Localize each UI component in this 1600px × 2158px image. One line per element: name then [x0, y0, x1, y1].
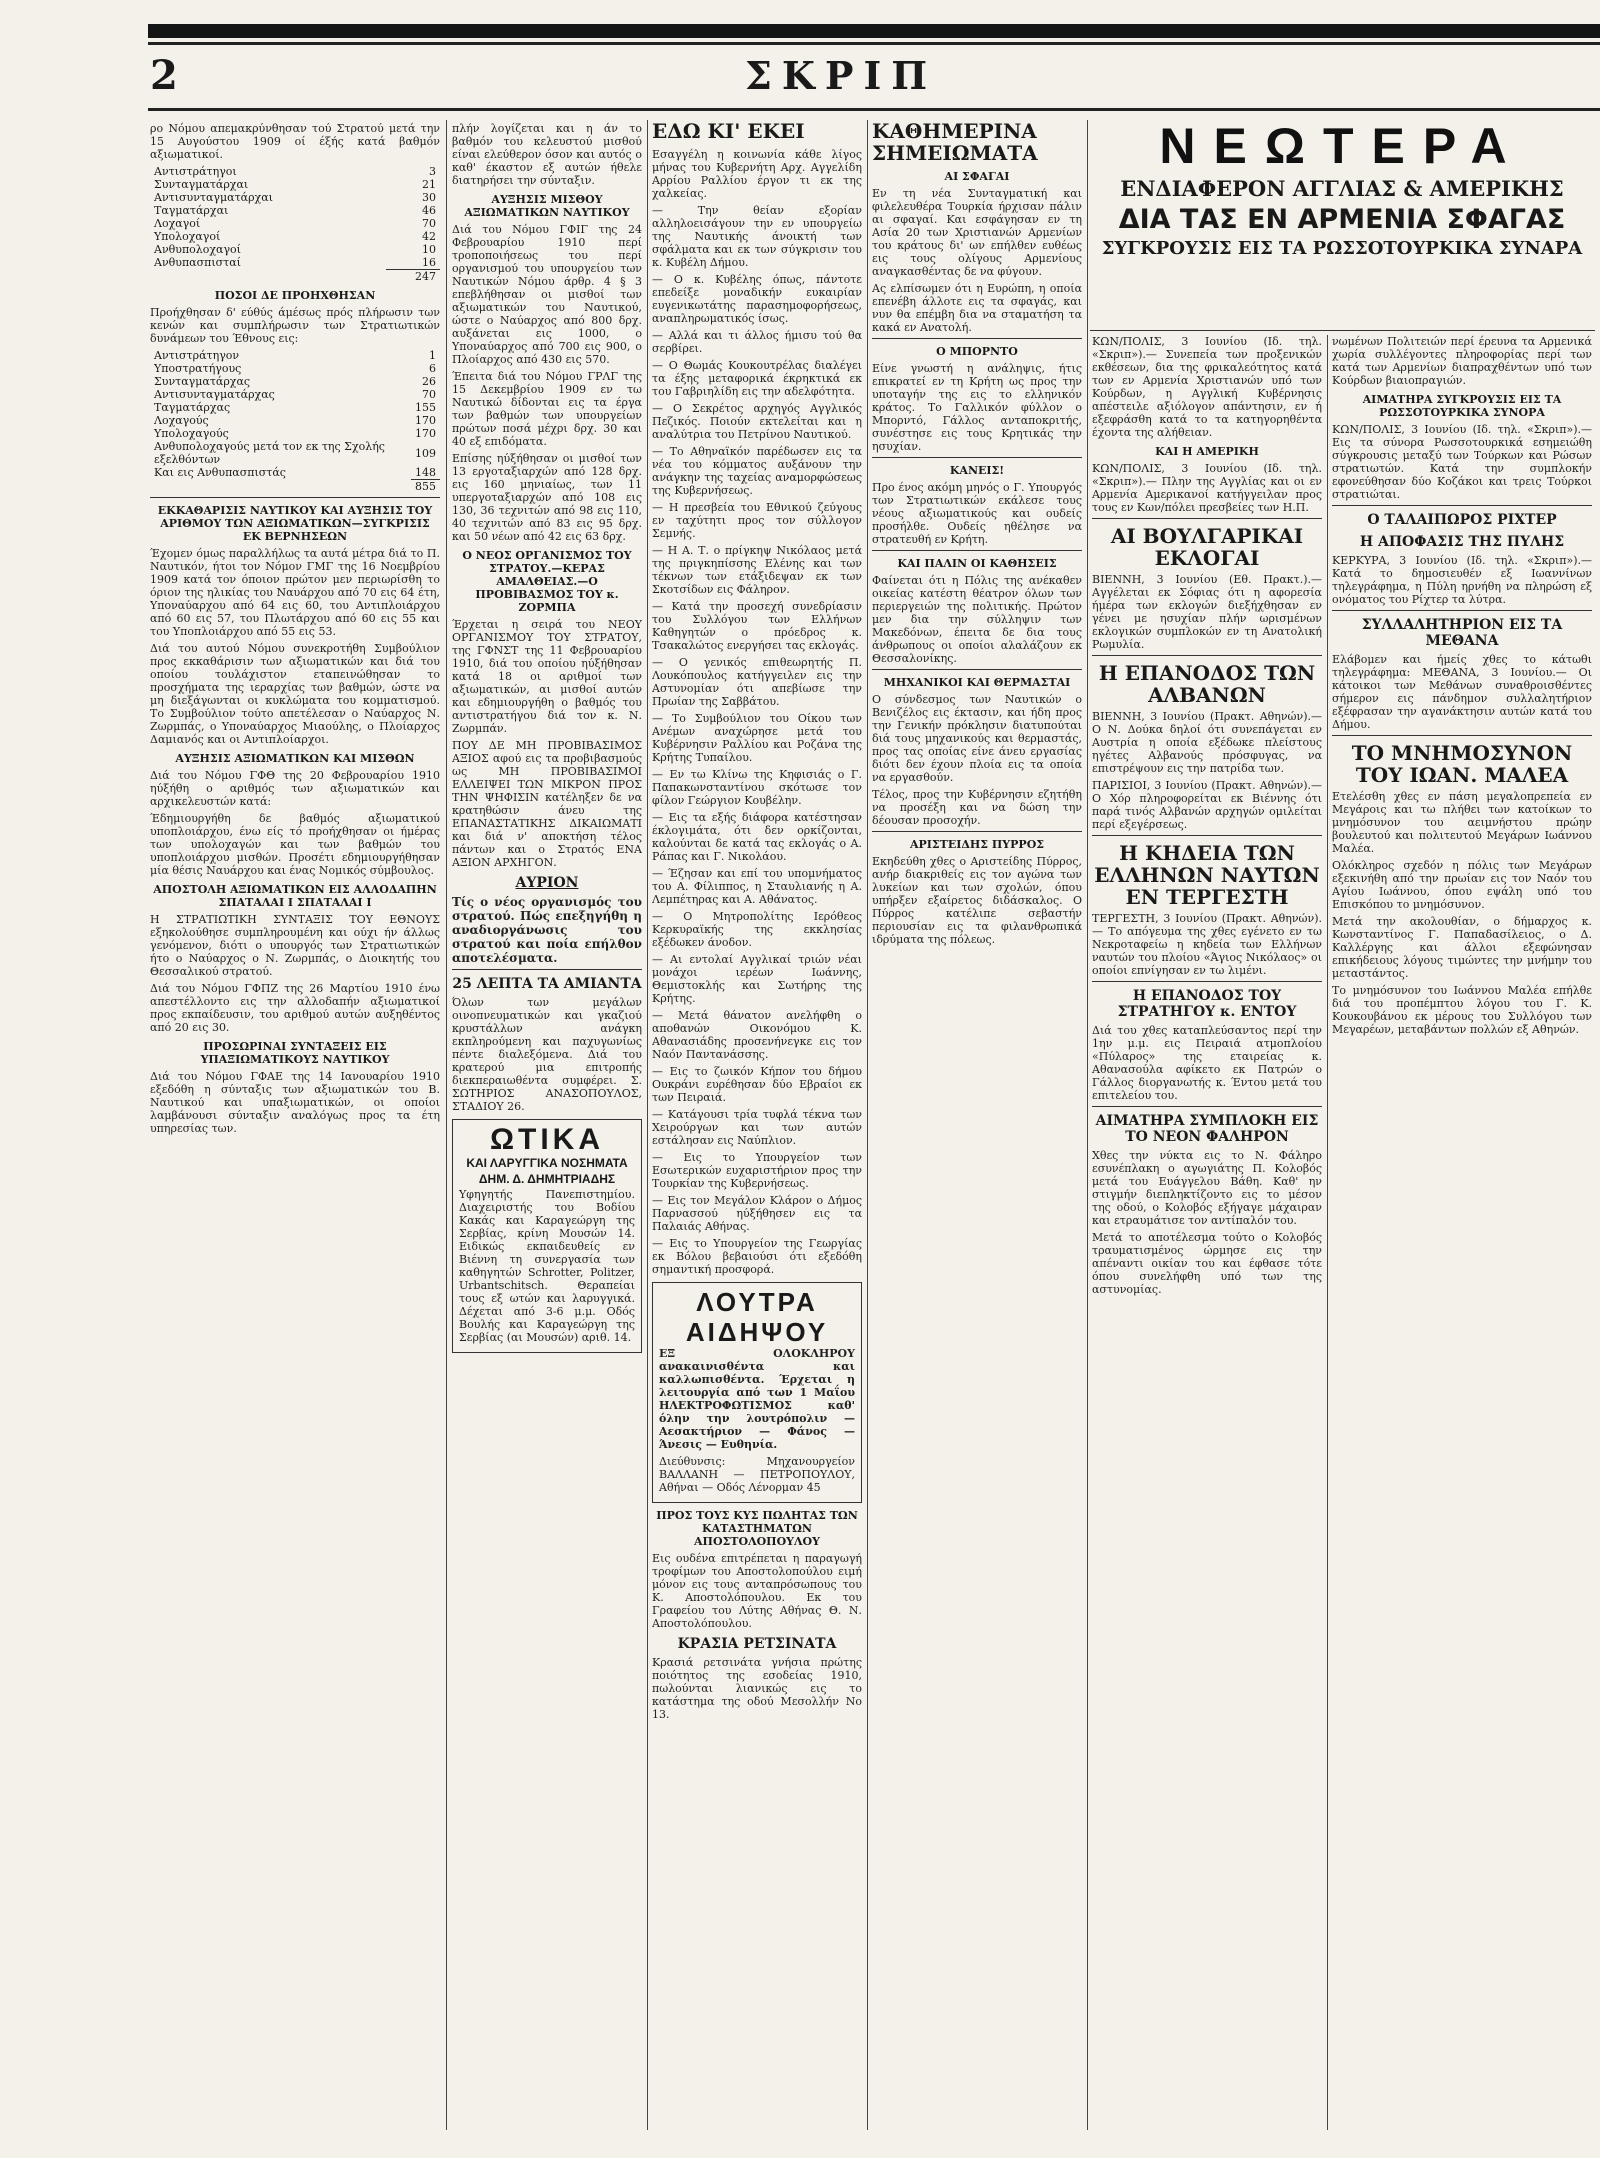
ad-stores-title: ΠΡΟΣ ΤΟΥΣ ΚΥΣ ΠΩΛΗΤΑΣ ΤΩΝ ΚΑΤΑΣΤΗΜΑΤΩΝ ΑΠΟΣΤΟΛΟΠΟΥΛΟΥ [656, 1509, 858, 1548]
heading-albanians-return: Η ΕΠΑΝΟΔΟΣ ΤΩΝ ΑΛΒΑΝΩΝ [1098, 661, 1316, 707]
article-paragraph: Έδημιουργήθη δε βαθμός αξιωματικού υποπλοιάρχου, ένω είς τό προήχθησαν οι ήμέρας των υπολοχαγών και των βαθμών του υποπλοιάρχου μισθών. Προσέτι εδημιουργήθησαν μία θέσις Ναυάρχου και ένας Νομικός σύμβουλος. [150, 812, 440, 877]
article-paragraph: ΚΩΝ/ΠΟΛΙΣ, 3 Ιουνίου (Ιδ. τηλ. «Σκριπ»).— Συνεπεία των προξενικών εκθέσεων, δια της φρικαλεότητος κατά των εν Αρμενία Χριστιανών υπό των Κούρδων, η Αγγλική Κυβέρνησις απέστειλε αξιόλογον απάντησιν, εν ή εξεφράσθη κατά το τα κατηγορηθέντα έχοντα της αλήθειαν. [1092, 335, 1322, 439]
news-item: — Την θείαν εξορίαν αλληλοεισάγουν την εν υπουργείω της Ναυτικής άνοικτή των σφάλματα και εκ των σύγκρισιν του κ. Κυβέλη Δήμου. [652, 204, 862, 269]
col1-intro: ρο Νόμου απεμακρύνθησαν τού Στρατού μετά την 15 Αυγούστου 1909 οί έξής κατά βαθμόν αξιωματικοί. [150, 122, 440, 161]
column-5 [1092, 335, 1322, 1300]
column-3 [652, 120, 862, 2130]
latest-news-headline-2: ΔΙΑ ΤΑΣ ΕΝ ΑΡΜΕΝΙΑ ΣΦΑΓΑΣ [1118, 204, 1566, 235]
heading-again: ΚΑΙ ΠΑΛΙΝ ΟΙ ΚΑΘΗΣΕΙΣ [897, 557, 1057, 570]
table-row: Και εις Ανθυπασπιστάς 148 [154, 466, 436, 480]
heading-funeral-sailors: Η ΚΗΔΕΙΑ ΤΩΝ ΕΛΛΗΝΩΝ ΝΑΥΤΩΝ ΕΝ ΤΕΡΓΕΣΤΗ [1094, 841, 1320, 909]
news-item: — Εις το Υπουργείον της Γεωργίας εκ Βόλου βεβαιούσι ότι εξεδόθη σημαντική προσφορά. [652, 1237, 862, 1276]
article-paragraph: Επίσης ηύξήθησαν οι μισθοί των 13 εργοταξιαρχών από 128 δρχ. εις 160 μηνιαίως, των 11 υπεργοταξιαρχών από 108 εις 130, 36 τεχνιτών από 98 εις 110, 40 τεχνιτών από 83 εις 95 δρχ. και 50 νέων από 42 εις 63 δρχ. [452, 452, 642, 543]
top-rule [148, 24, 1600, 38]
article-paragraph: Διά του Νόμου ΓΦΑΕ της 14 Ιανουαρίου 1910 εξεδόθη η σύνταξις των αξιωματικών του Β. Ναυτικού και υπαξιωματικών, οι οποίοι λαμβάνουσι σύνταξιν αναλόγως προς τα έτη υπηρεσίας των. [150, 1070, 440, 1135]
column-title-edo-ki-ekei: ΕΔΩ ΚΙ' ΕΚΕΙ [652, 120, 805, 143]
heading-pensions: ΠΡΟΣΩΡΙΝΑΙ ΣΥΝΤΑΞΕΙΣ ΕΙΣ ΥΠΑΞΙΩΜΑΤΙΚΟΥΣ ΝΑΥΤΙΚΟΥ [200, 1040, 390, 1066]
news-item: — Το Αθηναϊκόν παρέδωσεν εις τα νέα του κόμματος αυξάνουν την ανάγκην της ταχείας αναμορφώσεως της Κυβερνήσεως. [652, 445, 862, 497]
article-paragraph: Φαίνεται ότι η Πόλις της ανέκαθεν οικείας κατέστη θέατρον όλων των περιεργειών της πολιτικής. Πρώτον μεν δια την σύλληψιν των Μακεδόνων, έπειτα δε δια τους άνθρωπους οι οποίοι αλαλάζουν εκ Θεσσαλονίκης. [872, 574, 1082, 665]
divider [150, 497, 440, 498]
column-2 [452, 120, 642, 2130]
ad-asbestos-body: Όλων των μεγάλων οινοπνευματικών και γκαζιού κρυστάλλων ανάγκη εκπληρούμενη και παχυγωνίως πέντε διαλεξόμενα. Διά του κρατερού μια επιτροπής διεκπεραιωθέντα συμφέρει. Σ. ΣΩΤΗΡΙΟΣ ΑΝΑΣΟΠΟΥΛΟΣ, ΣΤΑΔΙΟΥ 26. [452, 996, 642, 1113]
article-paragraph: Διά του Νόμου ΓΦΙΓ της 24 Φεβρουαρίου 1910 περί τροποποιήσεως του περί οργανισμού του υπουργείου των Ναυτικών Νόμου άρθρ. 4 § 3 επεβλήθησαν οι μισθοί των αξιωματικών του Ναυτικού, ώστε ο Ναύαρχος από 800 δρχ. αυξάνεται εις 1000, ο Υποναύαρχος από 700 εις 900, ο Πλοίαρχος από 430 εις 570. [452, 223, 642, 366]
column-rule [867, 120, 868, 2130]
ad-aidipsos-contact: Διεύθυνσις: Μηχανουργείον ΒΑΛΛΑΝΗ — ΠΕΤΡΟΠΟΥΛΟΥ, Αθήναι — Οδός Λένορμαν 45 [659, 1455, 855, 1494]
article-paragraph: Ετελέσθη χθες εν πάση μεγαλοπρεπεία εν Μεγάροις και τω πλήθει των κατοίκων το μνημόσυνον του αειμνήστου πρώην βουλευτού και πολιτευτού Μεγάρων Ιωάννου Μαλέα. [1332, 790, 1592, 855]
ad-asbestos-title: 25 ΛΕΠΤΑ ΤΑ ΑΜΙΑΝΤΑ [452, 976, 642, 992]
table-row: Αντισυνταγματάρχαι 30 [154, 191, 436, 204]
article-paragraph: Έπειτα διά του Νόμου ΓΡΛΓ της 15 Δεκεμβρίου 1909 εν τω Ναυτικώ δίδονται εις τα έργα των βαθμών των υπουργείων πρώτων ποσά μέχρι δρχ. 30 και 40 εξ επιδόματα. [452, 370, 642, 448]
article-paragraph: Έρχεται η σειρά του ΝΕΟΥ ΟΡΓΑΝΙΣΜΟΥ ΤΟΥ ΣΤΡΑΤΟΥ, της ΓΦΝΣΤ της 11 Φεβρουαρίου 1910, διά του οποίου ηύξήθησαν κατά 18 οι αριθμοί των αξιωματικών, αι μισθοί αυτών και εδημιουργήθη ο βαθμός του αντιστρατήγου διά τον κ. Ν. Ζωρμπάν. [452, 618, 642, 735]
heading-massacres: ΑΙ ΣΦΑΓΑΙ [944, 170, 1010, 183]
article-paragraph: Είνε γνωστή η ανάληψις, ήτις επικρατεί εν τη Κρήτη ως προς την υποταγήν της εις το ελληνικόν κράτος. Το Γαλλικόν φύλλον ο Μπορντό, Γάλλος ανταποκριτής, συνέστησε εις τους Κρητικάς την ησυχίαν. [872, 362, 1082, 453]
table-row: Υπολοχαγοί 42 [154, 230, 436, 243]
ad-aidipsos-baths [652, 1282, 862, 1503]
table-row: Αντιστράτηγον 1 [154, 349, 436, 362]
article-paragraph: Χθες την νύκτα εις το Ν. Φάληρο εσυνέπλακη ο αγωγιάτης Π. Κολοβός μετά του Ευάγγελου Βάθη. Καθ' ην στιγμήν διεπληκτίζοντο εις το μέσον της οδού, ο Κολοβός εξήγαγε μάχαιραν και ετραυμάτισε τον αντίπαλόν του. [1092, 1149, 1322, 1227]
ad-ent-title: ΩΤΙΚΑ [489, 1123, 605, 1156]
divider [872, 457, 1082, 458]
divider [1092, 981, 1322, 982]
heading-bloody-fight: ΑΙΜΑΤΗΡΑ ΣΥΜΠΛΟΚΗ ΕΙΣ ΤΟ ΝΕΟΝ ΦΑΛΗΡΟΝ [1095, 1113, 1319, 1145]
article-paragraph: Μετά την ακολουθίαν, ο δήμαρχος κ. Κωνσταντίνος Γ. Παπαδασίλειος, ο Δ. Καλλέργης και άλλοι εξεφώνησαν επικήδειους λόγους τιμώντες την μνήμην του μεταστάντος. [1332, 915, 1592, 980]
heading-richter: Ο ΤΑΛΑΙΠΩΡΟΣ ΡΙΧΤΕΡ [1367, 512, 1557, 528]
table-row: Ανθυπασπισταί 16 [154, 256, 436, 270]
news-item: — Εν τω Κλίνω της Κηφισιάς ο Γ. Παπακωνσταντίνου σκότωσε τον φίλον Γεώργιον Κουβέλην. [652, 768, 862, 807]
news-item: — Κατάγουσι τρία τυφλά τέκνα των Χειρούργων και των αυτών εστάλησαν εις Ναύπλιον. [652, 1108, 862, 1147]
ad-ent-subtitle: ΚΑΙ ΛΑΡΥΓΓΙΚΑ ΝΟΣΗΜΑΤΑ [466, 1156, 628, 1170]
latest-news-headline-3: ΣΥΓΚΡΟΥΣΙΣ ΕΙΣ ΤΑ ΡΩΣΣΟΤΟΥΡΚΙΚΑ ΣΥΝΑΡΑ [1101, 238, 1583, 259]
news-item: — Εις το Υπουργείον των Εσωτερικών ευχαριστήριον προς την Τουρκίαν της Κυβερνήσεως. [652, 1151, 862, 1190]
table-row: Ανθυπολοχαγοί 10 [154, 243, 436, 256]
masthead: ΣΚΡΙΠ [745, 53, 938, 98]
article-paragraph: Η ΣΤΡΑΤΙΩΤΙΚΗ ΣΥΝΤΑΞΙΣ ΤΟΥ ΕΘΝΟΥΣ εξηκολούθησε συμπληρουμένη και ούχι ήν άλλως γενόμενον, διότι ο υπουργός των Στρατιωτικών ήτο ο Ναύαρχος ο Ν. Ζωρμπάς, ο Διοικητής του Θεσσαλικού στρατού. [150, 913, 440, 978]
news-item: — Κατά την προσεχή συνεδρίασιν του Συλλόγου των Ελλήνων Καθηγητών ο πρόεδρος κ. Τσακαλώτος ενεργήσει τας εκλογάς. [652, 600, 862, 652]
ad-ent-body: Υφηγητής Πανεπιστημίου. Διαχειριστής του Βοδίου Κακάς και Καραγεώργη της Σερβίας, κρίνη Μουσών 14. Ειδικώς εκπαιδευθείς εν Βιέννη τη συνεργασία των καθηγητών Schrotter, Politzer, Urbantschitsch. Θεραπείαι τους εξ ωτών και λαρυγγικά. Δέχεται από 3-6 μ.μ. Οδός Βουλής και Καραγεώργη της Σερβίας (αι Μουσών) αριθ. 14. [459, 1188, 635, 1344]
heading-salary-increase: ΑΥΞΗΣΙΣ ΜΙΣΘΟΥ ΑΞΙΩΜΑΤΙΚΩΝ ΝΑΥΤΙΚΟΥ [464, 193, 630, 219]
news-item: — Μετά θάνατον ανελήφθη ο αποθανών Οικονόμου Κ. Αθανασιάδης προσενήνεγκε εις τον Ναόν Παντανάσσης. [652, 1009, 862, 1061]
article-paragraph: ΠΟΥ ΔΕ ΜΗ ΠΡΟΒΙΒΑΣΙΜΟΣ ΑΞΙΟΣ αφού εις τα προβιβασμούς ως ΜΗ ΠΡΟΒΙΒΑΣΙΜΟΙ ΕΛΛΕΙΨΕΙ ΤΩΝ ΜΙΚΡΟΝ ΠΡΟΣ ΤΗΝ ΨΗΦΙΣΙΝ κατέληξεν δε να κρατηθώσιν άνευ της ΕΠΑΝΑΣΤΑΤΙΚΗΣ ΔΙΚΑΙΩΜΑΤΙ και διά ν' αποκτήση τέλος πάντων και ο Στρατός ΕΝΑ ΑΞΙΟΝ ΑΡΧΗΓΟΝ. [452, 739, 642, 869]
article-paragraph: Διά του χθες καταπλεύσαντος περί την 1ην μ.μ. εις Πειραιά ατμοπλοίου «Πύλαρος» της εταιρείας κ. Αθανασούλα αφίκετο εκ Πατρών ο Γάλλος διοργανωτής κ. Έντου μετά του επιτελείου του. [1092, 1024, 1322, 1102]
article-paragraph: Διά του αυτού Νόμου συνεκροτήθη Συμβούλιον προς εκκαθάρισιν των αξιωματικών και διά του οποίου τουλάχιστον εταπεινώθησαν το προσχήματα της ιεραρχίας των βαθμών, ώστε να μη διεξάγωνται οι κυκλώματα του κομματισμού. Το Συμβούλιον τούτο απετέλεσαν ο Ναύαρχος Ν. Ζωρμπάς, ο Υποναύαρχος Μιαούλης, ο Πλοίαρχος Δαμιανός και οι Αντιπλοίαρχοι. [150, 642, 440, 746]
divider [1092, 835, 1322, 836]
heading-rally-methana: ΣΥΛΛΑΛΗΤΗΡΙΟΝ ΕΙΣ ΤΑ ΜΕΘΑΝΑ [1361, 617, 1563, 649]
news-item: — Η Α. Τ. ο πρίγκηψ Νικόλαος μετά της πριγκηπίσσης Ελένης και των τέκνων των ετάξιδεψαν εκ των Σκοτσίδων εις Φάληρον. [652, 544, 862, 596]
header-rule [148, 108, 1600, 111]
article-paragraph: Τέλος, προς την Κυβέρνησιν εζητήθη να προσέξη και να δώση την δέουσαν προσοχήν. [872, 788, 1082, 827]
divider [1092, 1106, 1322, 1107]
table-row: Λοχαγοί 70 [154, 217, 436, 230]
column-rule [647, 120, 648, 2130]
article-paragraph: Ελάβομεν και ήμείς χθες το κάτωθι τηλεγράφημα: ΜΕΘΑΝΑ, 3 Ιουνίου.— Οι κάτοικοι των Μεθάνων συναθροισθέντες σήμερον εις πάνδημον συλλαλητήριον εξέφρασαν την αγανάκτησιν αυτών κατά του Δήμου. [1332, 653, 1592, 731]
table-total: 855 [150, 480, 440, 494]
officers-promoted-table [150, 349, 440, 493]
article-paragraph: ΚΩΝ/ΠΟΛΙΣ, 3 Ιουνίου (Ιδ. τηλ. «Σκριπ»).— Πλην της Αγγλίας και οι εν Αρμενία Αμερικανοί κατήγγειλαν προς τους εν Κων/πόλει πρεσβείες των Η.Π. [1092, 462, 1322, 514]
column-6 [1332, 335, 1592, 1040]
news-item: — Εις το ζωικόν Κήπον του δήμου Ουκράνι ευρέθησαν δύο Εβραίοι εκ των Πειραιά. [652, 1065, 862, 1104]
article-paragraph: Ο σύνδεσμος των Ναυτικών ο Βενιζέλος εις έκτασιν, και ήδη προς την Γενικήν πρόκλησιν διατυπούται διά τους μηχανικούς και θερμαστάς, προς τας οποίας είνε άνευ εργασίας διότι δεν έχουν πλοία εις τα οποία να εργασθούν. [872, 693, 1082, 784]
column-4 [872, 120, 1082, 2130]
heading-memorial: ΤΟ ΜΝΗΜΟΣΥΝΟΝ ΤΟΥ ΙΩΑΝ. ΜΑΛΕΑ [1351, 741, 1573, 787]
heading-pyrros: ΑΡΙΣΤΕΙΔΗΣ ΠΥΡΡΟΣ [909, 838, 1045, 851]
banner-rule [1090, 330, 1595, 331]
table-row: Υπολοχαγούς 170 [154, 427, 436, 440]
article-paragraph: ΚΩΝ/ΠΟΛΙΣ, 3 Ιουνίου (Ιδ. τηλ. «Σκριπ»).— Εις τα σύνορα Ρωσσοτουρκικά εσημειώθη σύγκρουσις μεταξύ των Τούρκων και Ρώσων στρατιωτών. Κατά την συμπλοκήν εφονεύθησαν δύο Κοζάκοι και τρεις Τούρκοι στρατιώται. [1332, 423, 1592, 501]
latest-news-banner [1092, 118, 1592, 260]
table-total: 247 [150, 270, 440, 284]
article-paragraph: πλήν λογίζεται και η άν το βαθμόν του κελευστού μισθού είναι ελεύθερον όσον και αυτός ο καθ' έκαστον εξ αυτών ήθελε διατηρήσει την σύνταξιν. [452, 122, 642, 187]
column-rule [446, 120, 447, 2130]
news-item: — Ο Μητροπολίτης Ιερόθεος Κερκυραϊκής της εκκλησίας εξέδωκεν άνοδον. [652, 910, 862, 949]
table-row: Αντισυνταγματάρχας 70 [154, 388, 436, 401]
divider [1092, 518, 1322, 519]
article-paragraph: Προ ένος ακόμη μηνός ο Γ. Υπουργός των Στρατιωτικών εκάλεσε τους νέους αξιωματικούς και ουδείς προσήλθε. Ουδείς ηθέλησε να στρατευθή εν Κρήτη. [872, 481, 1082, 546]
table-row: Συνταγματάρχαι 21 [154, 178, 436, 191]
divider [872, 831, 1082, 832]
heading-navy-cleanup: ΕΚΚΑΘΑΡΙΣΙΣ ΝΑΥΤΙΚΟΥ ΚΑΙ ΑΥΞΗΣΙΣ ΤΟΥ ΑΡΙΘΜΟΥ ΤΩΝ ΑΞΙΩΜΑΤΙΚΩΝ—ΣΥΓΚΡΙΣΙΣ ΕΚ ΒΕΡΝΗΣΕΩΝ [157, 504, 433, 543]
ad-ent-doctor-name: ΔΗΜ. Δ. ΔΗΜΗΤΡΙΑΔΗΣ [478, 1172, 616, 1186]
article-paragraph: Διά του Νόμου ΓΦΠΖ της 26 Μαρτίου 1910 ένω απεστέλλοντο εις την αλλοδαπήν αξιωματικοί προς εκπαίδευσιν, του αριθμού αυτών αυξηθέντος από 20 εις 30. [150, 982, 440, 1034]
article-paragraph: Έχομεν όμως παραλλήλως τα αυτά μέτρα διά το Π. Ναυτικόν, ήτοι τον Νόμον ΓΜΓ της 16 Νοεμβρίου 1909 κατά τον όποιον πρώτον μεν περιωρίσθη το όριον της ηλικίας του Ναυάρχου από 70 εις 64 έτη, Υποναύαρχου από 64 εις 60, του Αντιπλοιάρχου από 60 εις 57, του Πλωτάρχου από 60 εις 55 και του Υποπλοιάρχου από 55 εις 53. [150, 547, 440, 638]
news-item: Εσαγγέλη η κοινωνία κάθε λίγος μήνας του Κυβερνήτη Αρχ. Αγγελίδη Αρρίου Ραλλίου έργον τι εκ της χαλκείας. [652, 148, 862, 200]
divider [452, 969, 642, 970]
article-paragraph: Το μνημόσυνον του Ιωάννου Μαλέα επήλθε διά του προπέμπτου λόγου του Γ. Κ. Κουκουβάνου εκ μέρους του Συλλόγου των Μεγαρέων, μεταβάντων πολλών εξ Αθηνών. [1332, 984, 1592, 1036]
heading-bulgarian-elections: ΑΙ ΒΟΥΛΓΑΡΙΚΑΙ ΕΚΛΟΓΑΙ [1110, 524, 1304, 570]
article-paragraph: Εκηδεύθη χθες ο Αριστείδης Πύρρος, ανήρ διακριθείς εις τον αγώνα των λυκείων και των σχολών, όπου υπήρξεν εξαίρετος διδάσκαλος. Ο Πύρρος κατέλιπε σεβαστήν περιουσίαν εις τα φιλανθρωπικά ιδρύματα της πόλεως. [872, 855, 1082, 946]
ad-wine-title: ΚΡΑΣΙΑ ΡΕΤΣΙΝΑΤΑ [677, 1636, 837, 1652]
column-1 [150, 120, 440, 2130]
divider [872, 338, 1082, 339]
tomorrow-teaser: Τίς ο νέος οργανισμός του στρατού. Πώς επεξηγήθη η αναδιοργάνωσις του στρατού και ποία επήλθον αποτελέσματα. [452, 895, 642, 965]
column-rule [1327, 335, 1328, 2130]
heading-bordeaux: Ο ΜΠΟΡΝΤΟ [936, 345, 1018, 358]
article-paragraph: Εν τη νέα Συνταγματική και φιλελευθέρα Τουρκία ήρχισαν πάλιν αι σφαγαί. Και εσφάγησαν εν τη Ασία 20 των Χριστιανών Αρμενίων του κράτους δι' ων επήλθεν ευθέως εις τους ολίγους Αρμενίους αναγκασθέντας δε να φύγουν. [872, 187, 1082, 278]
heading-tomorrow: ΑΥΡΙΟΝ [515, 875, 579, 891]
news-item: — Έζησαν και επί του υπομνήματος του Α. Φίλιππος, η Σταυλιανής η Α. Λεμπέτηρας και Α. Αθάνατος. [652, 867, 862, 906]
latest-news-title: ΝΕΩΤΕΡΑ [1159, 118, 1525, 174]
news-item: — Αλλά και τι άλλος ήμισυ τού θα σερβίρει. [652, 329, 862, 355]
article-paragraph: ΤΕΡΓΕΣΤΗ, 3 Ιουνίου (Πρακτ. Αθηνών).— Το απόγευμα της χθες εγένετο εν τω Νεκροταφείω η κηδεία των Ελλήνων ναυτών του πλοίου «Άγιος Νικόλαος» οι οποίοι επνίγησαν εν τω λιμένι. [1092, 912, 1322, 977]
table-row: Ανθυπολοχαγούς μετά τον εκ της Σχολής εξελθόντων 109 [154, 440, 436, 466]
divider [1092, 655, 1322, 656]
column-title-daily-notes: ΚΑΘΗΜΕΡΙΝΑ ΣΗΜΕΙΩΜΑΤΑ [872, 120, 1038, 165]
news-item: — Ο Σεκρέτος αρχηγός Αγγλικός Πεζικός. Ποιούν εκτελείται και η αναλύτρια του Πετρίνου Ναυτικού. [652, 402, 862, 441]
ad-stores-body: Εις ουδένα επιτρέπεται η παραγωγή τροφίμων του Αποστολοπούλου ειμή μόνον εις τους ανταπρόσωπους του Κ. Αποστολόπουλου. Εκ του Γραφείου του Λύτης Αθήνας Θ. Ν. Αποστολόπουλου. [652, 1552, 862, 1630]
article-paragraph: Διά του Νόμου ΓΦΘ της 20 Φεβρουαρίου 1910 ηύξήθη ο αριθμός των αξιωματικών και αρχικελευστών κατά: [150, 769, 440, 808]
divider [1332, 505, 1592, 506]
table-row: Ταγματάρχαι 46 [154, 204, 436, 217]
heading-new-organization: Ο ΝΕΟΣ ΟΡΓΑΝΙΣΜΟΣ ΤΟΥ ΣΤΡΑΤΟΥ.—ΚΕΡΑΣ ΑΜΑΛΘΕΙΑΣ.—Ο ΠΡΟΒΙΒΑΣΜΟΣ ΤΟΥ κ. ΖΟΡΜΠΑ [462, 549, 632, 614]
news-item: — Η πρεσβεία του Εθνικού ζεύγους εν ταχύτητι προς τον σύλλογον Σεμνής. [652, 501, 862, 540]
heading-general-return: Η ΕΠΑΝΟΔΟΣ ΤΟΥ ΣΤΡΑΤΗΓΟΥ κ. ΕΝΤΟΥ [1117, 988, 1297, 1020]
news-item: — Ο γενικός επιθεωρητής Π. Λουκόπουλος κατήγγειλεν εις την Αστυνομίαν ότι απεβίωσε την Πρωίαν της Σαββάτου. [652, 656, 862, 708]
table-row: Λοχαγούς 170 [154, 414, 436, 427]
column-rule [1087, 120, 1088, 2130]
ad-aidipsos-body: ΕΞ ΟΛΟΚΛΗΡΟΥ ανακαινισθέντα και καλλωπισθέντα. Έρχεται η λειτουργία από των 1 Μαΐου ΗΛΕΚΤΡΟΦΩΤΙΣΜΟΣ καθ' όλην την λουτρόπολιν — Αεσακτήριον — Φάνος — Άνεσις — Ευθηνία. [659, 1347, 855, 1451]
heading-nobody: ΚΑΝΕΙΣ! [949, 464, 1005, 477]
article-paragraph: Ας ελπίσωμεν ότι η Ευρώπη, η οποία επενέβη άλλοτε εις τα σφαγάς, και νυν θα επέμβη δια να σταματήση τα κακά εν Ανατολή. [872, 282, 1082, 334]
divider [1332, 735, 1592, 736]
news-item: — Εις τα εξής διάφορα κατέστησαν έκλογιμάτα, ότι δεν ορκίζονται, καλούνται δε κατά τας εκλογάς ο Α. Ράπας και Γ. Νικολάου. [652, 811, 862, 863]
divider [872, 550, 1082, 551]
article-paragraph: ΚΕΡΚΥΡΑ, 3 Ιουνίου (Ιδ. τηλ. «Σκριπ»).— Κατά το δημοσιευθέν εξ Ιωαννίνων τηλεγράφημα, η Πύλη ηρνήθη να πληρώση εξ ονόματος του Ρίχτερ τα λύτρα. [1332, 554, 1592, 606]
heading-engineers: ΜΗΧΑΝΙΚΟΙ ΚΑΙ ΘΕΡΜΑΣΤΑΙ [883, 676, 1071, 689]
article-paragraph: Προήχθησαν δ' εύθύς άμέσως πρός πλήρωσιν των κενών και συμπλήρωσιν των Στρατιωτικών δυνάμεων του Έθνους εις: [150, 306, 440, 345]
article-paragraph: ΠΑΡΙΣΙΟΙ, 3 Ιουνίου (Πρακτ. Αθηνών).— Ο Χόρ πληροφορείται εκ Βιέννης ότι παρά τινός Αλβανών αρχηγών ομιλείται περί εξεγέρσεως. [1092, 779, 1322, 831]
heading-porte-decision: Η ΑΠΟΦΑΣΙΣ ΤΗΣ ΠΥΛΗΣ [1359, 534, 1565, 550]
page-number: 2 [150, 52, 178, 99]
article-paragraph: ΒΙΕΝΝΗ, 3 Ιουνίου (Εθ. Πρακτ.).— Αγγέλεται εκ Σόφιας ότι η αφορεσία ήμέρα των εκλογών διεξήχθησαν εν γένει με ησυχίαν πλήν ωρισμένων εκλογικών συμπλοκών εν τη Ανατολική Ρωμυλία. [1092, 573, 1322, 651]
news-item: — Το Συμβούλιον του Οίκου των Ανέμων αναχώρησε μετά του Κυβέρνησιν Ραλλίου και Ροζάνα της Κρήτης Τυπαίλου. [652, 712, 862, 764]
news-item: — Ο Θωμάς Κουκουτρέλας διαλέγει τα έξης μεταφορικά έκρηκτικά εκ του Γαβριηλίδη εις την αδελφότητα. [652, 359, 862, 398]
divider [1332, 610, 1592, 611]
news-item: — Εις τον Μεγάλον Κλάρον ο Δήμος Παρνασσού ηύξήθησεν εις τα Παλαιάς Αθήνας. [652, 1194, 862, 1233]
heading-promoted: ΠΟΣΟΙ ΔΕ ΠΡΟΗΧΘΗΣΑΝ [214, 289, 376, 302]
article-paragraph: Ολόκληρος σχεδόν η πόλις των Μεγάρων εξεκινήθη από την πρωίαν εις τον Ναόν του Αγίου Ιωάννου, όπου εψάλη υπό του Επισκόπου το μνημόσυνον. [1332, 859, 1592, 911]
divider [872, 669, 1082, 670]
article-paragraph: ΒΙΕΝΝΗ, 3 Ιουνίου (Πρακτ. Αθηνών).— Ο Ν. Δούκα δηλοί ότι συνεπάγεται εν Αυστρία η οποία εξέδωκε πλείστους ηγέτες Αλβανούς πρόσφυγας, να επιστρέψουν εις την πατρίδα των. [1092, 710, 1322, 775]
table-row: Υποστρατήγους 6 [154, 362, 436, 375]
heading-border-clash: ΑΙΜΑΤΗΡΑ ΣΥΓΚΡΟΥΣΙΣ ΕΙΣ ΤΑ ΡΩΣΣΟΤΟΥΡΚΙΚΑ ΣΥΝΟΡΑ [1362, 393, 1562, 419]
heading-officer-increase: ΑΥΞΗΣΙΣ ΑΞΙΩΜΑΤΙΚΩΝ ΚΑΙ ΜΙΣΘΩΝ [175, 752, 415, 765]
latest-news-headline-1: ΕΝΔΙΑΦΕΡΟΝ ΑΓΓΛΙΑΣ & ΑΜΕΡΙΚΗΣ [1120, 176, 1564, 201]
heading-abroad: ΑΠΟΣΤΟΛΗ ΑΞΙΩΜΑΤΙΚΩΝ ΕΙΣ ΑΛΛΟΔΑΠΗΝ ΣΠΑΤΑΛΑΙ Ι ΣΠΑΤΑΛΑΙ Ι [153, 883, 437, 909]
ad-aidipsos-title: ΛΟΥΤΡΑ ΑΙΔΗΨΟΥ [685, 1287, 829, 1347]
table-row: Συνταγματάρχας 26 [154, 375, 436, 388]
officers-removed-table [150, 165, 440, 283]
heading-america: ΚΑΙ Η ΑΜΕΡΙΚΗ [1155, 445, 1259, 458]
table-row: Αντιστράτηγοι 3 [154, 165, 436, 178]
article-paragraph: Μετά το αποτέλεσμα τούτο ο Κολοβός τραυματισμένος ώρμησε εις την απέναντι οικίαν του και έφθασε τότε όπου συνελήφθη υπό των της αστυνομίας. [1092, 1231, 1322, 1296]
table-row: Ταγματάρχας 155 [154, 401, 436, 414]
article-paragraph: νωμένων Πολιτειών περί έρευνα τα Αρμενικά χωρία συλλέγοντες πληροφορίας περί των κατά των Αρμενίων διαπραχθέντων υπό των Κούρδων βιαιοπραγιών. [1332, 335, 1592, 387]
news-item: — Αι εντολαί Αγγλικαί τριών νέαι μονάχοι ιερέων Ιωάννης, Θεμιστοκλής και Σωτήρης της Κρήτης. [652, 953, 862, 1005]
ad-wine-body: Κρασιά ρετσινάτα γνήσια πρώτης ποιότητος της εσοδείας 1910, πωλούνται λιανικώς εις το κατάστημα της οδού Μεσολλήν Νο 13. [652, 1656, 862, 1721]
news-item: — Ο κ. Κυβέλης όπως, πάντοτε επεδείξε μοναδικήν ευκαιρίαν ευγενικωτάτης παρασημοφορήσεως, αναπληρωματικός ίσως. [652, 273, 862, 325]
ad-ent-doctor [452, 1119, 642, 1353]
